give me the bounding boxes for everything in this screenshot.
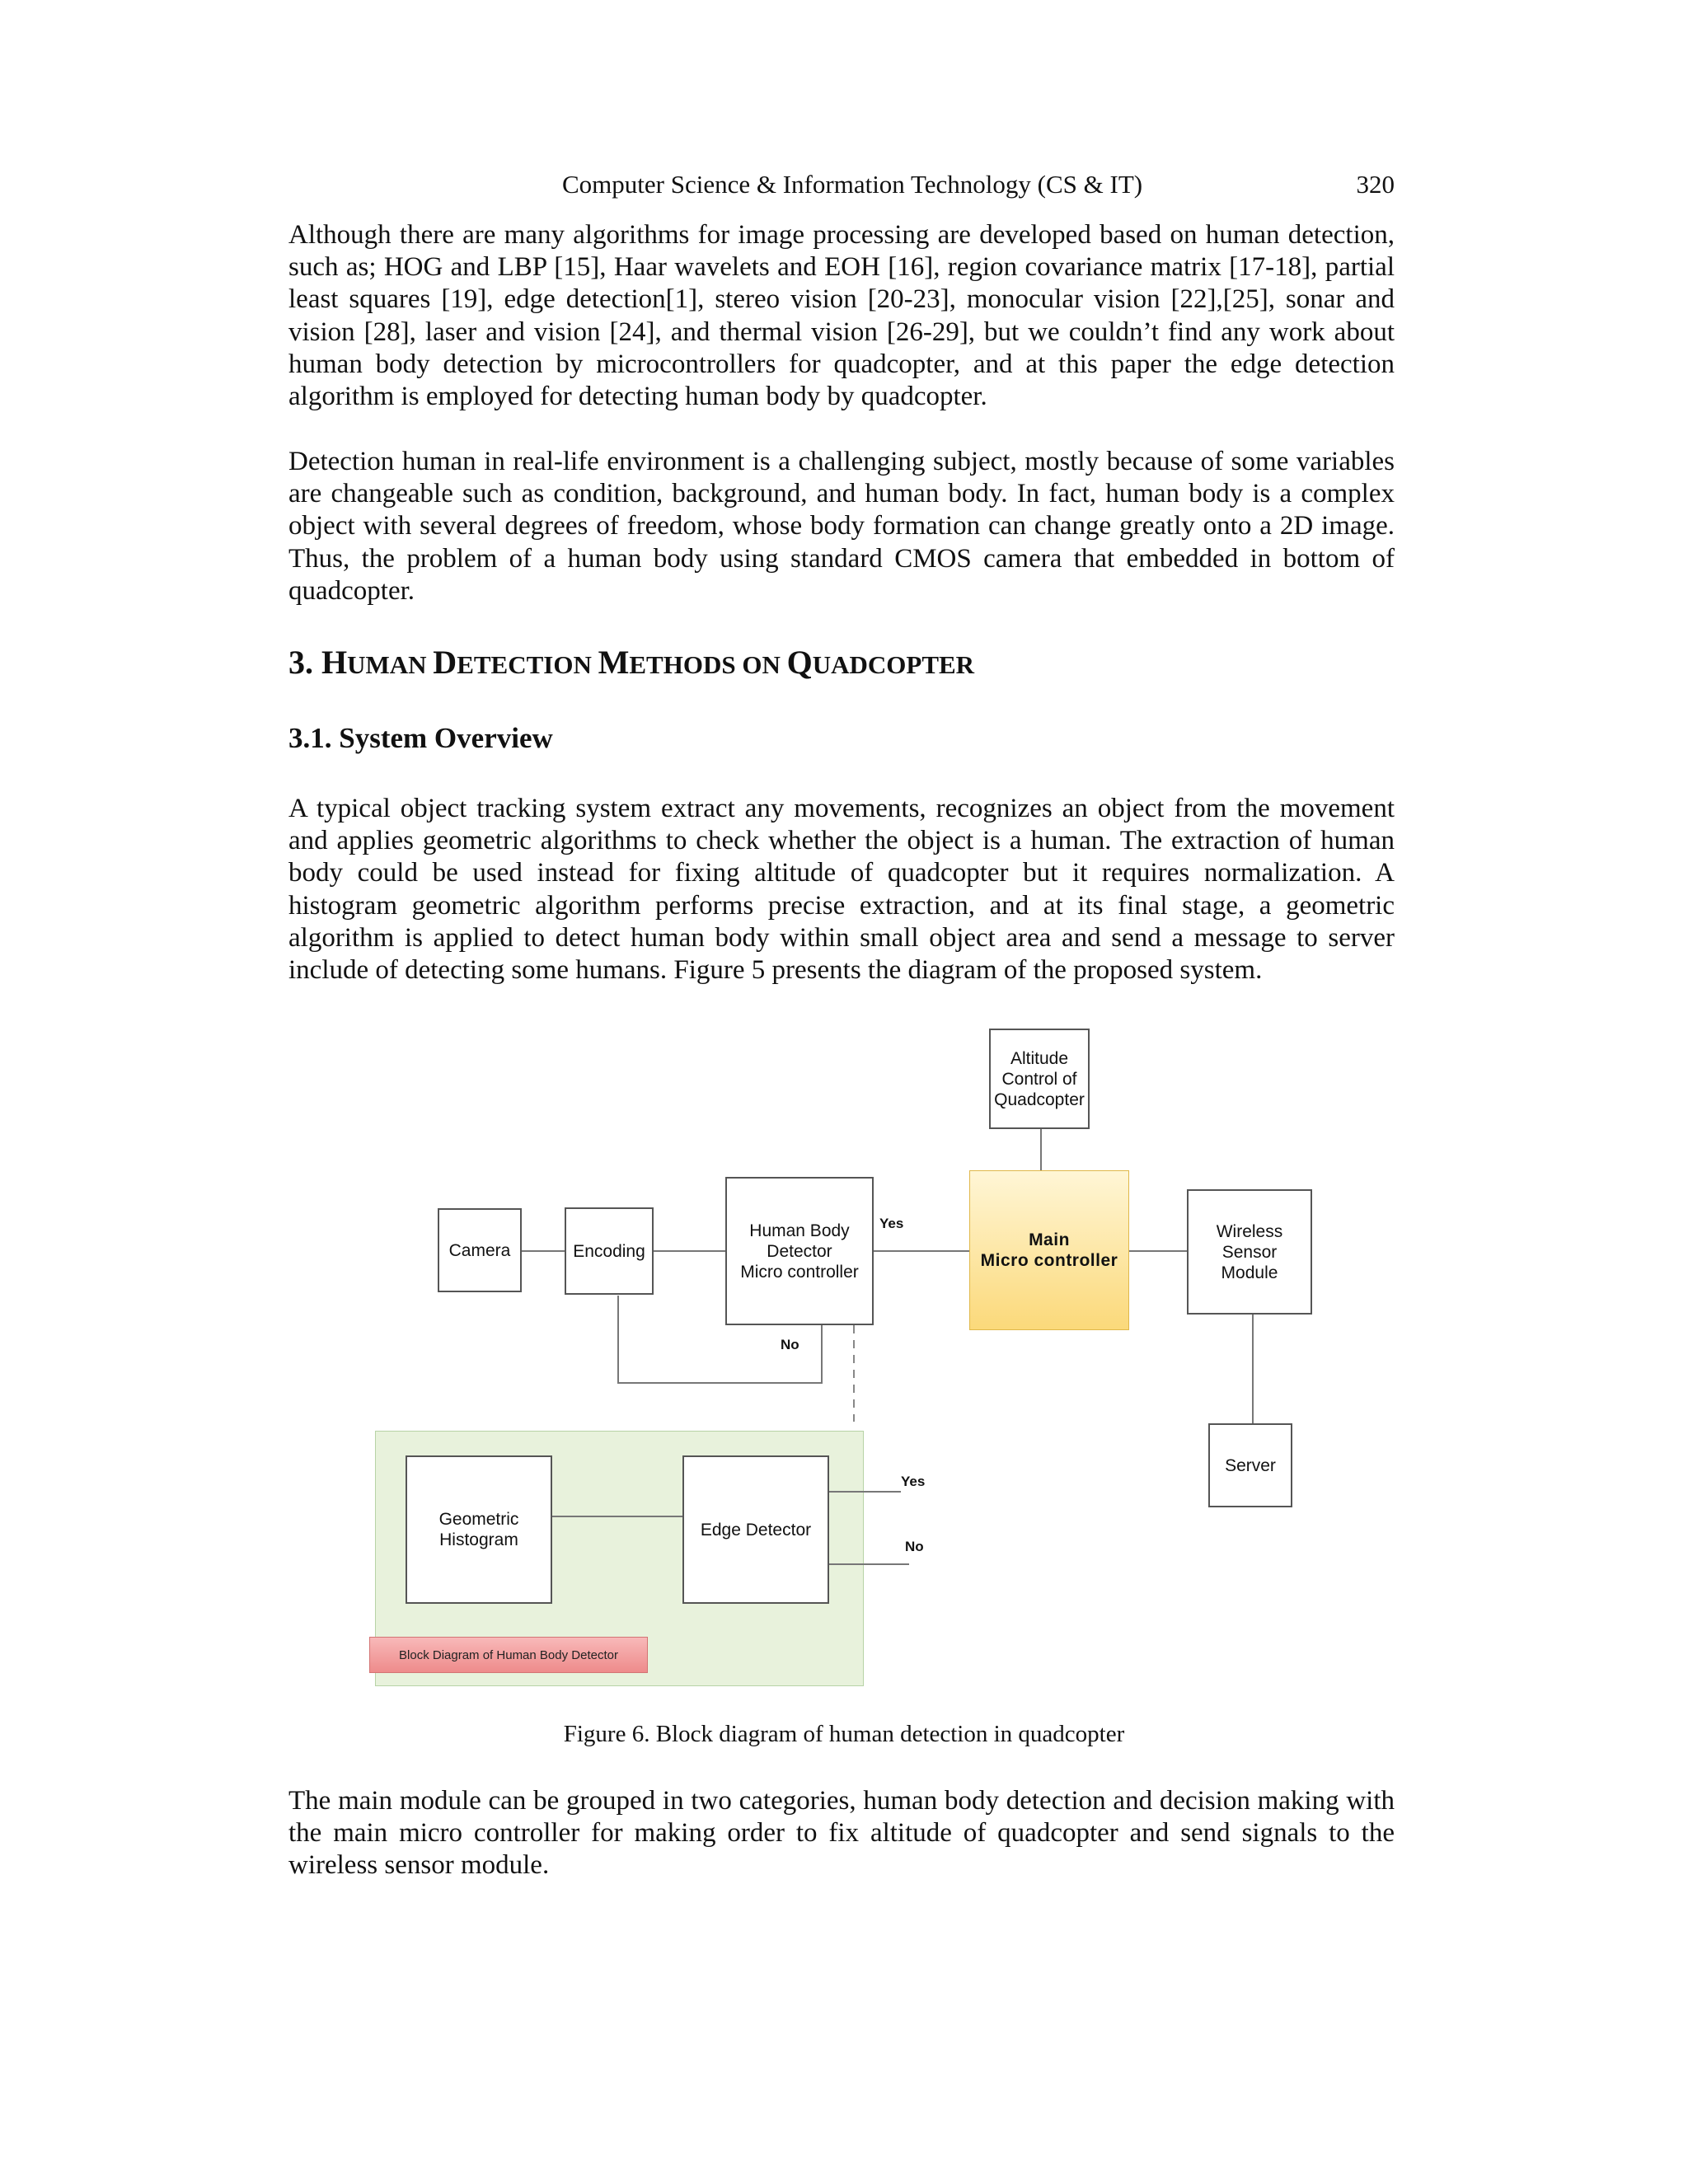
subsection-heading: 3.1. System Overview xyxy=(288,722,553,754)
camera-box: Camera xyxy=(438,1208,522,1292)
page-number: 320 xyxy=(1356,170,1395,199)
paragraph-system-overview: A typical object tracking system extract any movements, recognizes an object from the movement and applies geometric algorithms to check whether the object is a human. The extraction of human body could be used instead for fixing altitude of quadcopter but it requires normalization. A histogram geometric algorithm performs precise extraction, and at its final stage, a geometric algorithm is applied to detect human body within small object area and send a message to server include of detecting some humans. Figure 5 presents the diagram of the proposed system. xyxy=(288,794,1395,986)
server-box: Server xyxy=(1208,1423,1292,1507)
human-body-detector-box: Human Body Detector Micro controller xyxy=(725,1177,874,1325)
encoding-box: Encoding xyxy=(565,1207,654,1295)
edge-detector-box: Edge Detector xyxy=(682,1455,829,1604)
label-yes-bottom: Yes xyxy=(901,1474,926,1489)
label-no-bottom: No xyxy=(905,1539,924,1554)
altitude-control-box: Altitude Control of Quadcopter xyxy=(989,1029,1090,1129)
main-microcontroller-box: Main Micro controller xyxy=(969,1170,1129,1330)
journal-title: Computer Science & Information Technology (CS & IT) xyxy=(562,170,1143,199)
section-heading: 3. HUMAN DETECTION METHODS ON QUADCOPTER xyxy=(288,644,975,681)
wireless-sensor-module-box: Wireless Sensor Module xyxy=(1187,1189,1312,1315)
paragraph-detection-challenge: Detection human in real-life environment is a challenging subject, mostly because of some variables are changeable such as condition, background, and human body. In fact, human body is a complex object with several degrees of freedom, whose body formation can change greatly onto a 2D image. Thus, the problem of a human body using standard CMOS camera that embedded in bottom of quadcopter. xyxy=(288,447,1395,606)
label-yes-top: Yes xyxy=(879,1216,904,1231)
detector-panel-label: Block Diagram of Human Body Detector xyxy=(369,1637,648,1673)
paragraph-related-work: Although there are many algorithms for image processing are developed based on human detection, such as; HOG and LBP [15], Haar wavelets and EOH [16], region covariance matrix [17-18], partial least squares [19], edge detection[1], stereo vision [20-23], monocular vision [22],[25], sonar and vision [28], laser and vision [24], and thermal vision [26-29], but we couldn’t find any work about human body detection by microcontrollers for quadcopter, and at this paper the edge detection algorithm is employed for detecting human body by quadcopter. xyxy=(288,220,1395,412)
figure-caption: Figure 6. Block diagram of human detection in quadcopter xyxy=(563,1721,1125,1747)
paragraph-main-module: The main module can be grouped in two categories, human body detection and decision making with the main micro controller for making order to fix altitude of quadcopter and send signals to the wireless sensor module. xyxy=(288,1786,1395,1881)
geometric-histogram-box: Geometric Histogram xyxy=(406,1455,552,1604)
label-no-top: No xyxy=(781,1337,799,1352)
